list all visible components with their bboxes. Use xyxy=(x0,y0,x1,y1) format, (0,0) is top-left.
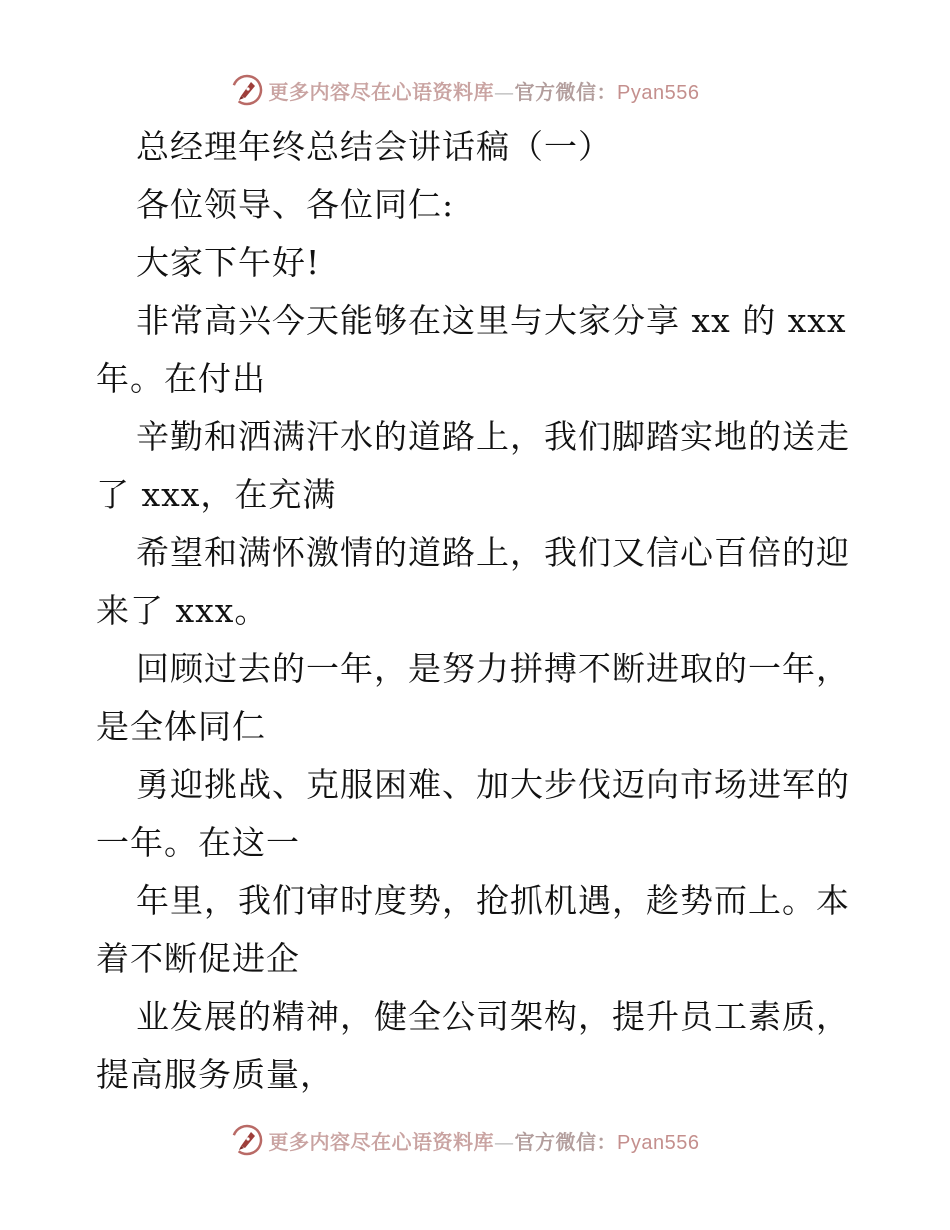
watermark-group xyxy=(231,74,700,106)
body-line: 了 xxx，在充满 xyxy=(96,475,337,514)
pen-nib-logo-icon xyxy=(231,1124,263,1156)
watermark-text xyxy=(269,76,700,105)
watermark-wechat-label: 官方微信： xyxy=(514,79,618,104)
body-line: 希望和满怀激情的道路上，我们又信心百倍的迎 xyxy=(136,533,850,572)
watermark-group xyxy=(231,1124,700,1156)
document-body xyxy=(96,118,856,1104)
body-line: 是全体同仁 xyxy=(96,707,266,746)
header-watermark xyxy=(0,70,950,110)
watermark-main-text: 更多内容尽在心语资料库 xyxy=(268,1129,495,1154)
body-line: 一年。在这一 xyxy=(96,823,300,862)
watermark-dash: — xyxy=(494,1129,515,1154)
body-line: 辛勤和洒满汗水的道路上，我们脚踏实地的送走 xyxy=(136,417,850,456)
footer-watermark xyxy=(0,1120,950,1160)
salutation-line: 各位领导、各位同仁: xyxy=(136,185,455,224)
body-line: 非常高兴今天能够在这里与大家分享 xx 的 xxx xyxy=(136,301,847,340)
watermark-text xyxy=(269,1126,700,1155)
watermark-account: Pyan556 xyxy=(617,81,700,104)
body-line: 业发展的精神，健全公司架构，提升员工素质， xyxy=(136,997,850,1036)
document-title: 总经理年终总结会讲话稿（一） xyxy=(136,127,612,166)
body-line: 年。在付出 xyxy=(96,359,266,398)
watermark-account: Pyan556 xyxy=(617,1131,700,1154)
body-line: 着不断促进企 xyxy=(96,939,300,978)
body-line: 提高服务质量， xyxy=(96,1055,334,1094)
body-line: 来了 xxx。 xyxy=(96,591,269,630)
greeting-line: 大家下午好! xyxy=(136,243,321,282)
pen-nib-logo-icon xyxy=(231,74,263,106)
watermark-dash: — xyxy=(494,79,515,104)
watermark-wechat-label: 官方微信： xyxy=(514,1129,618,1154)
body-line: 年里，我们审时度势，抢抓机遇，趁势而上。本 xyxy=(136,881,850,920)
body-line: 回顾过去的一年，是努力拼搏不断进取的一年， xyxy=(136,649,850,688)
body-line: 勇迎挑战、克服困难、加大步伐迈向市场进军的 xyxy=(136,765,850,804)
watermark-main-text: 更多内容尽在心语资料库 xyxy=(268,79,495,104)
